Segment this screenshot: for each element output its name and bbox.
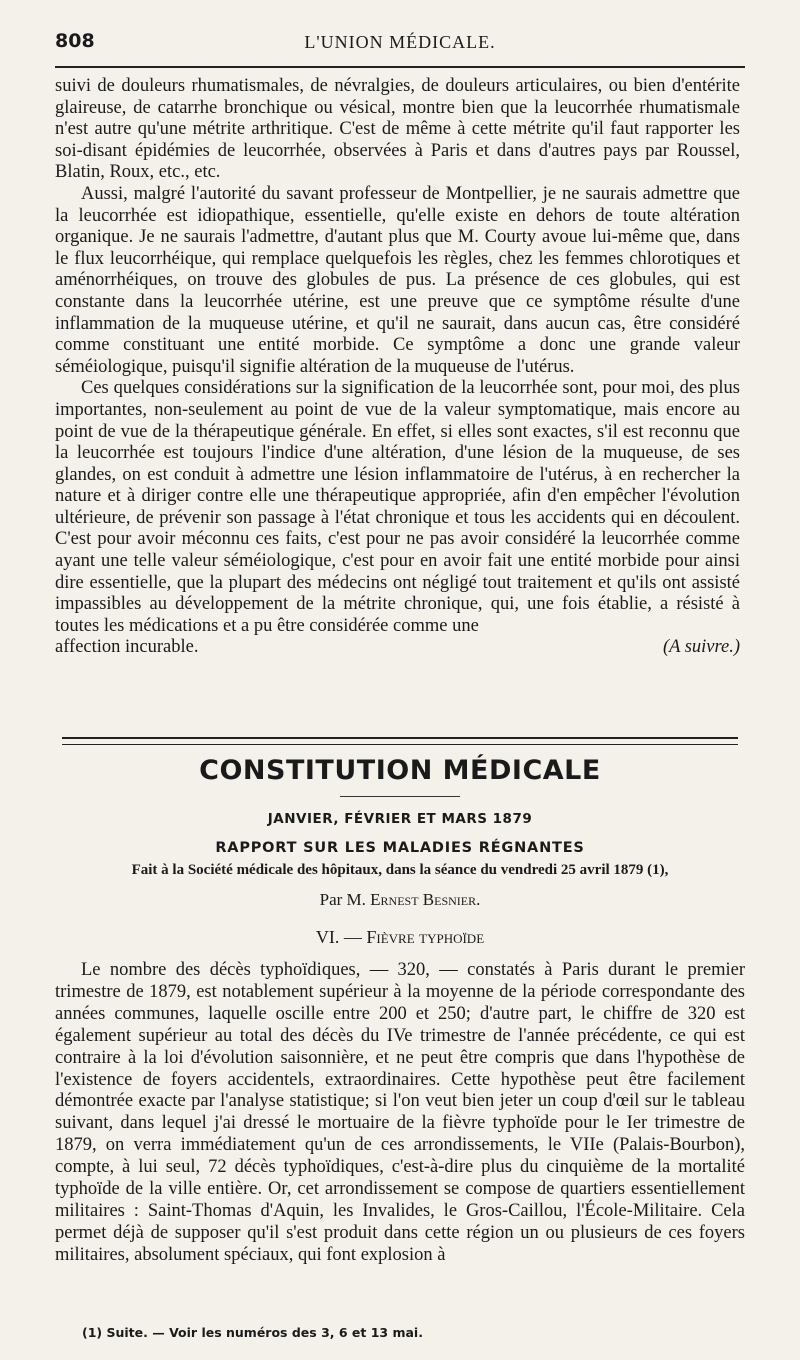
subsection-number: VI. — <box>315 927 367 947</box>
title-underline <box>340 796 460 797</box>
paragraph-2: Aussi, malgré l'autorité du savant professeur de Montpellier, je ne saurais admettre que la leucorrhée est idiopathique, essentielle, qu'elle existe en dehors de toute altération organique. Je ne saurais l'admettre, d'autant plus que M. Courty avoue lui-même que, dans le flux leucorrhéique, qui remplace quelquefois les règles, chez les femmes chlorotiques et aménorrhéiques, on trouve des globules de pus. La présence de ces globules, qui est constante dans la leucorrhée utérine, est une preuve que ce symptôme résulte d'une inflammation de la muqueuse utérine, et qu'il ne saurait, dans aucun cas, être considéré comme constituant une entité morbide. Ce symptôme a donc une grande valeur séméiologique, puisqu'il signifie altération de la muqueuse de l'utérus. <box>55 183 740 377</box>
author-prefix: Par M. <box>319 890 371 909</box>
paragraph-1: suivi de douleurs rhumatismales, de névralgies, de douleurs articulaires, ou bien d'entérite glaireuse, de catarrhe bronchique ou vésical, montre bien que la leucorrhée rhumatismale n'est autre qu'une métrite arthritique. C'est de même à cette métrite qu'il faut rapporter les soi-disant épidémies de leucorrhée, observées à Paris et dans d'autres pays par Roussel, Blatin, Roux, etc., etc. <box>55 76 740 183</box>
running-title: L'UNION MÉDICALE. <box>304 32 496 52</box>
report-title: RAPPORT SUR LES MALADIES RÉGNANTES <box>215 840 585 856</box>
paragraph-3: Ces quelques considérations sur la signification de la leucorrhée sont, pour moi, des plus importantes, non-seulement au point de vue de la valeur symptomatique, mais encore au point de vue de la thérapeutique générale. En effet, si elles sont exactes, s'il est reconnu que la leucorrhée est toujours l'indice d'une altération, d'une lésion de la muqueuse, de ses glandes, on est conduit à admettre une lésion inflammatoire de l'utérus, à en rechercher la nature et à diriger contre elle une thérapeutique appropriée, afin d'en empêcher l'évolution ultérieure, de prévenir son passage à l'état chronique et tous les accidents qui en découlent. C'est pour avoir méconnu ces faits, c'est pour ne pas avoir considéré la leucorrhée comme ayant une telle valeur séméiologique, c'est pour en avoir fait une entité morbide pour ainsi dire essentielle, que la plupart des médecins ont négligé tout traitement et qu'ils ont assisté impassibles au développement de la métrite chronique, qui, une fois établie, a résisté à toutes les médications et a pu être considérée comme une <box>55 378 740 636</box>
closing-line <box>55 637 740 659</box>
section-title: CONSTITUTION MÉDICALE <box>199 755 601 786</box>
footnote: (1) Suite. — Voir les numéros des 3, 6 et 13 mai. <box>82 1325 423 1340</box>
author-line <box>55 890 745 910</box>
subsection-heading <box>55 927 745 948</box>
a-suivre: (A suivre.) <box>662 637 740 658</box>
report-subtitle: Fait à la Société médicale des hôpitaux, dans la séance du vendredi 25 avril 1879 (1), <box>131 862 669 878</box>
subsection-title: Fièvre typhoïde <box>366 927 485 947</box>
section-paragraph: Le nombre des décès typhoïdiques, — 320, — constatés à Paris durant le premier trimestre de 1879, est notablement supérieur à la moyenne de la période correspondante des années communes, laquelle oscille entre 200 et 250; d'autre part, le chiffre de 320 est également supérieur au total des décès du IVe trimestre de l'année précédente, ce qui est contraire à la loi d'évolution saisonnière, et ne peut être compris que dans l'hypothèse de l'existence de foyers accidentels, extraordinaires. Cette hypothèse peut être facilement démontrée exacte par l'analyse statistique; si l'on veut bien jeter un coup d'œil sur le tableau suivant, dans lequel j'ai dressé le mortuaire de la fièvre typhoïde pour le Ier trimestre de 1879, on verra immédiatement qu'un de ces arrondissements, le VIIe (Palais-Bourbon), compte, à lui seul, 72 décès typhoïdiques, c'est-à-dire plus du cinquième de la mortalité typhoïde de la ville entière. Or, cet arrondissement se compose de quartiers essentiellement militaires : Saint-Thomas d'Aquin, les Invalides, le Gros-Caillou, l'École-Militaire. Cela permet déjà de supposer qu'il s'est produit dans cette région un ou plusieurs de ces foyers militaires, absolument spéciaux, qui font explosion à <box>55 960 745 1265</box>
closing-text: affection incurable. <box>55 637 199 658</box>
author-name: Ernest Besnier. <box>370 890 481 909</box>
section-dates: JANVIER, FÉVRIER ET MARS 1879 <box>267 811 533 827</box>
header-rule <box>55 66 745 68</box>
page-header <box>55 30 745 60</box>
section-body <box>55 960 745 1267</box>
article-continuation <box>55 76 740 659</box>
section-divider <box>62 737 738 745</box>
page-number: 808 <box>55 30 95 52</box>
